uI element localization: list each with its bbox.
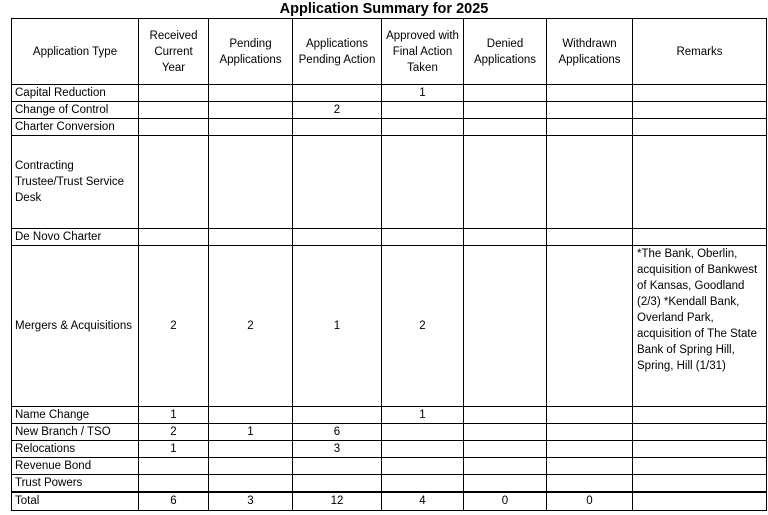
cell-pending-action — [293, 85, 382, 102]
total-withdrawn: 0 — [547, 492, 633, 510]
row-type: Trust Powers — [12, 475, 139, 493]
cell-pending-action — [293, 475, 382, 493]
cell-withdrawn — [547, 85, 633, 102]
cell-pending — [209, 229, 293, 246]
cell-received: 1 — [139, 407, 209, 424]
row-type: Relocations — [12, 441, 139, 458]
total-label: Total — [12, 492, 139, 510]
cell-remarks — [633, 407, 767, 424]
cell-pending — [209, 407, 293, 424]
row-type: Change of Control — [12, 102, 139, 119]
cell-received — [139, 136, 209, 229]
cell-pending-action: 1 — [293, 246, 382, 407]
cell-approved: 2 — [382, 246, 464, 407]
cell-approved — [382, 475, 464, 493]
cell-withdrawn — [547, 475, 633, 493]
cell-denied — [464, 407, 547, 424]
cell-pending-action — [293, 407, 382, 424]
cell-pending-action: 2 — [293, 102, 382, 119]
cell-approved — [382, 102, 464, 119]
header-application-type: Application Type — [12, 19, 139, 85]
header-received: Received Current Year — [139, 19, 209, 85]
cell-pending-action — [293, 136, 382, 229]
cell-received — [139, 119, 209, 136]
cell-received: 2 — [139, 246, 209, 407]
header-pending: Pending Applications — [209, 19, 293, 85]
cell-remarks — [633, 119, 767, 136]
cell-pending — [209, 136, 293, 229]
cell-withdrawn — [547, 102, 633, 119]
row-type: Revenue Bond — [12, 458, 139, 475]
cell-pending — [209, 102, 293, 119]
cell-denied — [464, 441, 547, 458]
cell-denied — [464, 229, 547, 246]
total-received: 6 — [139, 492, 209, 510]
cell-pending-action — [293, 458, 382, 475]
application-summary-table — [11, 18, 767, 511]
cell-remarks: *The Bank, Oberlin, acquisition of Bankwest of Kansas, Goodland (2/3) *Kendall Bank, Overland Park, acquisition of The State Bank of Spring Hill, Spring, Hill (1/31) — [633, 246, 767, 407]
cell-pending: 2 — [209, 246, 293, 407]
cell-denied — [464, 458, 547, 475]
cell-pending-action — [293, 119, 382, 136]
cell-received — [139, 85, 209, 102]
cell-denied — [464, 246, 547, 407]
cell-approved — [382, 136, 464, 229]
table-row — [12, 119, 767, 136]
cell-denied — [464, 424, 547, 441]
cell-approved: 1 — [382, 85, 464, 102]
cell-received — [139, 102, 209, 119]
cell-received — [139, 229, 209, 246]
cell-received — [139, 475, 209, 493]
row-type: Charter Conversion — [12, 119, 139, 136]
page-title: Application Summary for 2025 — [279, 1, 489, 17]
table-row — [12, 102, 767, 119]
cell-approved — [382, 229, 464, 246]
cell-pending-action: 3 — [293, 441, 382, 458]
cell-received: 1 — [139, 441, 209, 458]
cell-withdrawn — [547, 136, 633, 229]
row-type: Contracting Trustee/Trust Service Desk — [12, 136, 139, 229]
cell-denied — [464, 136, 547, 229]
cell-denied — [464, 119, 547, 136]
header-withdrawn: Withdrawn Applications — [547, 19, 633, 85]
table-row — [12, 85, 767, 102]
header-denied: Denied Applications — [464, 19, 547, 85]
total-approved: 4 — [382, 492, 464, 510]
cell-pending — [209, 119, 293, 136]
total-pending: 3 — [209, 492, 293, 510]
row-type: Mergers & Acquisitions — [12, 246, 139, 407]
cell-pending: 1 — [209, 424, 293, 441]
table-row — [12, 475, 767, 493]
cell-remarks — [633, 458, 767, 475]
cell-remarks — [633, 475, 767, 493]
cell-received: 2 — [139, 424, 209, 441]
cell-remarks — [633, 136, 767, 229]
row-type: Name Change — [12, 407, 139, 424]
cell-withdrawn — [547, 458, 633, 475]
row-type: New Branch / TSO — [12, 424, 139, 441]
cell-pending-action: 6 — [293, 424, 382, 441]
cell-approved — [382, 119, 464, 136]
cell-denied — [464, 102, 547, 119]
total-row — [12, 492, 767, 510]
cell-pending — [209, 475, 293, 493]
header-pending-action: Applications Pending Action — [293, 19, 382, 85]
table-row — [12, 441, 767, 458]
cell-pending — [209, 85, 293, 102]
cell-approved — [382, 441, 464, 458]
cell-withdrawn — [547, 407, 633, 424]
header-approved: Approved with Final Action Taken — [382, 19, 464, 85]
cell-remarks — [633, 102, 767, 119]
cell-pending — [209, 441, 293, 458]
header-row — [12, 19, 767, 85]
cell-withdrawn — [547, 246, 633, 407]
cell-pending-action — [293, 229, 382, 246]
table-row — [12, 246, 767, 407]
row-type: Capital Reduction — [12, 85, 139, 102]
cell-remarks — [633, 85, 767, 102]
table-row — [12, 136, 767, 229]
cell-remarks — [633, 441, 767, 458]
cell-remarks — [633, 229, 767, 246]
cell-withdrawn — [547, 441, 633, 458]
cell-withdrawn — [547, 229, 633, 246]
table-row — [12, 424, 767, 441]
cell-denied — [464, 85, 547, 102]
cell-pending — [209, 458, 293, 475]
header-remarks: Remarks — [633, 19, 767, 85]
total-pending-action: 12 — [293, 492, 382, 510]
cell-withdrawn — [547, 119, 633, 136]
row-type: De Novo Charter — [12, 229, 139, 246]
cell-received — [139, 458, 209, 475]
cell-approved — [382, 424, 464, 441]
table-row — [12, 458, 767, 475]
cell-remarks — [633, 424, 767, 441]
total-remarks — [633, 492, 767, 510]
cell-denied — [464, 475, 547, 493]
table-row — [12, 229, 767, 246]
table-row — [12, 407, 767, 424]
cell-approved — [382, 458, 464, 475]
cell-withdrawn — [547, 424, 633, 441]
cell-approved: 1 — [382, 407, 464, 424]
total-denied: 0 — [464, 492, 547, 510]
